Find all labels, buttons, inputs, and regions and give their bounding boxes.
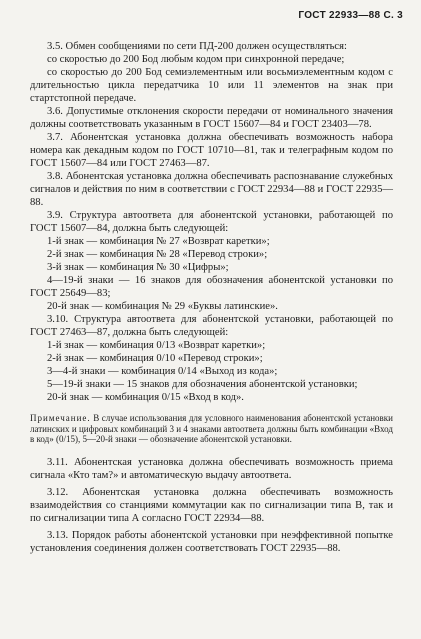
list-item: 2-й знак — комбинация 0/10 «Перевод строки»; xyxy=(47,353,263,364)
paragraph: 3.12. Абонентская установка должна обеспечивать возможность взаимодействия со станциями коммутации как по сигнализации типа В, так и по сигнализации типа А согласно ГОСТ 22934—88. xyxy=(30,486,393,524)
list-item: 20-й знак — комбинация 0/15 «Вход в код». xyxy=(47,392,244,403)
list-item: 3-й знак — комбинация № 30 «Цифры»; xyxy=(47,262,229,273)
list-item: 5—19-й знаки — 15 знаков для обозначения абонентской установки; xyxy=(47,379,358,390)
list-item: 1-й знак — комбинация 0/13 «Возврат каретки»; xyxy=(47,340,266,351)
paragraph: со скоростью до 200 Бод любым кодом при синхронной передаче; xyxy=(47,54,345,65)
paragraph: со скоростью до 200 Бод семиэлементным или восьмиэлементным кодом с длительностью цикла передатчика 10 или 11 элементов на знак при стартстопной передаче. xyxy=(30,67,393,104)
page-header: ГОСТ 22933—88 С. 3 xyxy=(298,10,403,21)
paragraph: 3.8. Абонентская установка должна обеспечивать распознавание служебных сигналов и действия по ним в соответствии с ГОСТ 22934—88 и ГОСТ 22935—88. xyxy=(30,171,393,208)
list-item: 1-й знак — комбинация № 27 «Возврат каретки»; xyxy=(47,236,270,247)
note-label: Примечание. xyxy=(30,413,91,423)
paragraph: 3.11. Абонентская установка должна обеспечивать возможность приема сигнала «Кто там?» и автоматическую выдачу автоответа. xyxy=(30,456,393,481)
paragraph: 3.6. Допустимые отклонения скорости передачи от номинального значения должны соответствовать указанным в ГОСТ 15607—84 и ГОСТ 23403—78. xyxy=(30,106,393,130)
list-item: 4—19-й знаки — 16 знаков для обозначения абонентской установки по ГОСТ 25649—83; xyxy=(30,275,393,299)
note-block xyxy=(30,413,393,445)
paragraph: 3.13. Порядок работы абонентской установки при неэффективной попытке установления соединения должен соответствовать ГОСТ 22935—88. xyxy=(30,529,393,554)
list-item: 20-й знак — комбинация № 29 «Буквы латинские». xyxy=(47,301,278,312)
paragraph: 3.9. Структура автоответа для абонентской установки, работающей по ГОСТ 15607—84, должна быть следующей: xyxy=(30,210,393,234)
list-item: 3—4-й знаки — комбинация 0/14 «Выход из кода»; xyxy=(47,366,278,377)
paragraph: 3.5. Обмен сообщениями по сети ПД-200 должен осуществляться: xyxy=(47,41,347,52)
list-item: 2-й знак — комбинация № 28 «Перевод строки»; xyxy=(47,249,268,260)
document-body xyxy=(30,40,393,555)
paragraph: 3.7. Абонентская установка должна обеспечивать возможность набора номера как декадным кодом по ГОСТ 10710—81, так и телеграфным кодом по ГОСТ 15607—84 или ГОСТ 27463—87. xyxy=(30,132,393,169)
note-text: В случае использования для условного наименования абонентской установки латинских и цифровых комбинаций 3 и 4 знаками автоответа должны быть комбинации «Вход в код» (0/15), 5—20-й знаки — обозначение абонентской установки. xyxy=(30,413,393,445)
paragraph: 3.10. Структура автоответа для абонентской установки, работающей по ГОСТ 27463—87, должна быть следующей: xyxy=(30,314,393,338)
